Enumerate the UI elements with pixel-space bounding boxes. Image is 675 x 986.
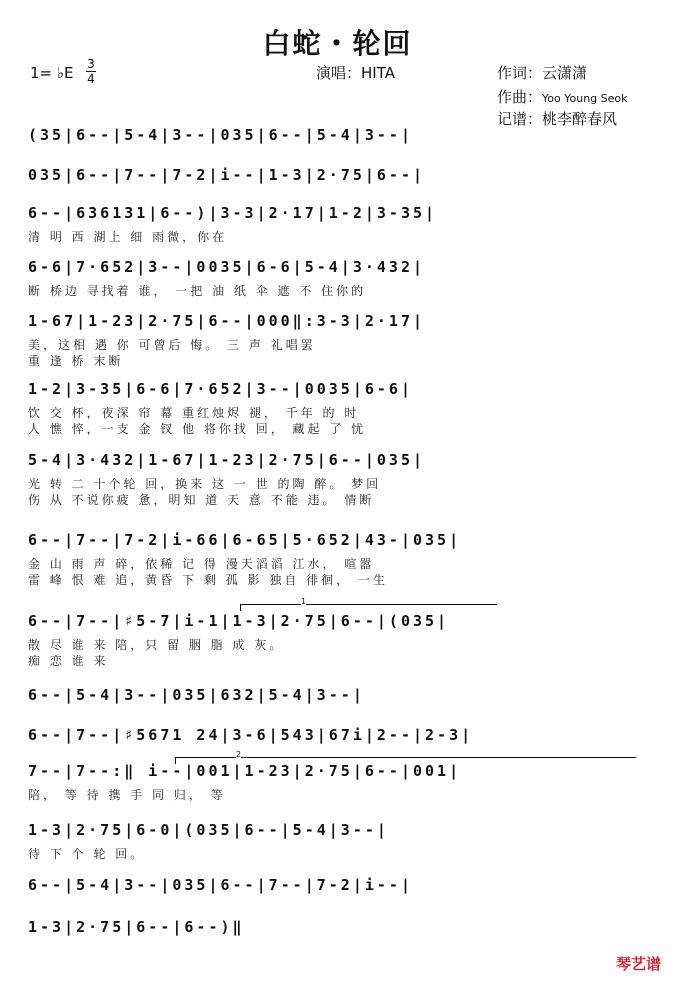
notation-row: 6--|7--|♯5671 24|3-6|543|67i|2--|2-3| <box>28 726 474 744</box>
notation-row: 5-4|3·432|1-67|1-23|2·75|6--|035| <box>28 451 426 469</box>
composer-name: Yoo Young Seok <box>542 92 628 105</box>
notation-row: 1-3|2·75|6-0|(035|6--|5-4|3--| <box>28 821 389 839</box>
lyric-line: 美，这相 遇 你 可曾后 悔。 三 声 礼唱罢 <box>28 338 316 352</box>
notation-row: 6--|7--|♯5-7|i-1|1-3|2·75|6--|(035| <box>28 612 450 630</box>
lyric-line: 待 下 个 轮 回。 <box>28 847 146 861</box>
lyric-line: 人 憔 悴，一支 金 钗 他 将你找 回， 藏起 了 忧 <box>28 422 367 436</box>
volta-bracket-2 <box>175 750 636 764</box>
notation-row: 035|6--|7--|7-2|i--|1-3|2·75|6--| <box>28 166 426 184</box>
page-title: 白蛇・轮回 <box>262 27 413 60</box>
notation-row: 1-67|1-23|2·75|6--|000‖:3-3|2·17| <box>28 312 426 330</box>
notation-row: 6--|5-4|3--|035|6--|7--|7-2|i--| <box>28 876 413 894</box>
meter-bottom: 4 <box>87 72 95 86</box>
meter-top: 3 <box>87 57 95 71</box>
volta-2-label: 2 <box>236 750 242 759</box>
volta-1-label: 1 <box>301 597 307 606</box>
lyric-line: 金 山 雨 声 碎，依稀 记 得 漫天滔滔 江水， 喧嚣 <box>28 557 375 571</box>
notation-row: 6-6|7·652|3--|0035|6-6|5-4|3·432| <box>28 258 426 276</box>
lyric-line: 散 尽 谁 来 陪，只 留 胭 脂 成 灰。 <box>28 638 285 652</box>
notation-row: 6--|636131|6--)|3-3|2·17|1-2|3-35| <box>28 204 438 222</box>
site-logo: 琴艺谱 <box>615 955 661 973</box>
lyric-line: 雷 峰 恨 难 追，黄昏 下 剩 孤 影 独自 徘徊， 一生 <box>28 573 388 587</box>
notation-row: 1-3|2·75|6--|6--)‖ <box>28 918 245 936</box>
composer-credit <box>497 86 628 107</box>
time-signature <box>86 58 96 85</box>
lyric-line: 痴 恋 谁 来 <box>28 654 109 668</box>
notation-row: (35|6--|5-4|3--|035|6--|5-4|3--| <box>28 126 413 144</box>
volta-bracket-1 <box>240 597 497 611</box>
lyric-line: 陪， 等 待 携 手 同 归， 等 <box>28 788 226 802</box>
transcriber-credit: 记谱：桃李醉春风 <box>497 110 618 128</box>
key-signature: 1= ♭E <box>30 64 74 82</box>
singer-credit: 演唱：HITA <box>316 64 395 82</box>
lyric-line: 光 转 二 十个轮 回，换来 这 一 世 的陶 醉。 梦回 <box>28 477 382 491</box>
lyric-line: 断 桥边 寻找着 谁， 一把 油 纸 伞 遮 不 住你的 <box>28 284 367 298</box>
composer-label: 作曲： <box>497 88 543 106</box>
lyric-line: 伤 从 不说你疲 惫，明知 道 天 意 不能 违。 情断 <box>28 493 375 507</box>
lyric-line: 饮 交 杯，夜深 帘 幕 重红烛烬 褪， 千年 的 时 <box>28 406 360 420</box>
lyric-line: 清 明 西 湖上 细 雨微，你在 <box>28 230 228 244</box>
notation-row: 7--|7--:‖ i--|001|1-23|2·75|6--|001| <box>28 762 462 780</box>
notation-row: 6--|7--|7-2|i-66|6-65|5·652|43-|035| <box>28 531 462 549</box>
notation-row: 6--|5-4|3--|035|632|5-4|3--| <box>28 686 365 704</box>
lyric-line: 重 逢 桥 末断 <box>28 354 124 368</box>
lyricist-credit: 作词：云潇潇 <box>497 64 588 82</box>
notation-row: 1-2|3-35|6-6|7·652|3--|0035|6-6| <box>28 380 413 398</box>
